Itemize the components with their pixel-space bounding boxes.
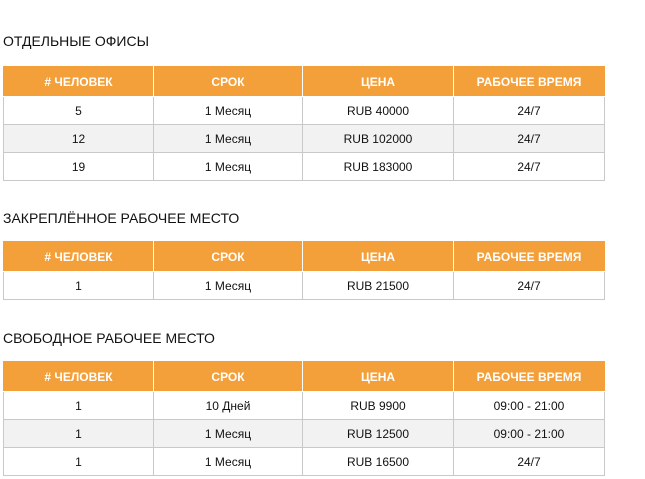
cell-price: RUB 9900: [303, 392, 454, 420]
table-header-row: [4, 362, 605, 392]
section-title-hot-desk: СВОБОДНОЕ РАБОЧЕЕ МЕСТО: [3, 330, 215, 346]
column-header-price: ЦЕНА: [303, 242, 454, 272]
column-header-term: СРОК: [154, 67, 303, 97]
column-header-people: # ЧЕЛОВЕК: [4, 67, 154, 97]
table-row: [4, 272, 605, 300]
table-header-row: [4, 67, 605, 97]
cell-hours: 24/7: [454, 97, 605, 125]
section-title-fixed-desk: ЗАКРЕПЛЁННОЕ РАБОЧЕЕ МЕСТО: [3, 210, 240, 226]
cell-term: 1 Месяц: [154, 97, 303, 125]
table-row: [4, 448, 605, 476]
column-header-term: СРОК: [154, 242, 303, 272]
cell-price: RUB 16500: [303, 448, 454, 476]
cell-price: RUB 12500: [303, 420, 454, 448]
cell-hours: 24/7: [454, 125, 605, 153]
column-header-price: ЦЕНА: [303, 67, 454, 97]
cell-term: 1 Месяц: [154, 448, 303, 476]
cell-term: 1 Месяц: [154, 420, 303, 448]
cell-term: 1 Месяц: [154, 272, 303, 300]
table-row: [4, 153, 605, 181]
cell-term: 1 Месяц: [154, 153, 303, 181]
pricing-table-private-offices: [3, 66, 605, 181]
table-header-row: [4, 242, 605, 272]
table-row: [4, 392, 605, 420]
cell-hours: 09:00 - 21:00: [454, 392, 605, 420]
column-header-people: # ЧЕЛОВЕК: [4, 362, 154, 392]
cell-price: RUB 102000: [303, 125, 454, 153]
pricing-table-hot-desk: [3, 361, 605, 476]
column-header-hours: РАБОЧЕЕ ВРЕМЯ: [454, 67, 605, 97]
pricing-table-fixed-desk: [3, 241, 605, 300]
column-header-term: СРОК: [154, 362, 303, 392]
cell-term: 1 Месяц: [154, 125, 303, 153]
cell-price: RUB 183000: [303, 153, 454, 181]
table-row: [4, 97, 605, 125]
cell-people: 19: [4, 153, 154, 181]
column-header-price: ЦЕНА: [303, 362, 454, 392]
table-row: [4, 420, 605, 448]
cell-people: 12: [4, 125, 154, 153]
cell-hours: 24/7: [454, 272, 605, 300]
column-header-people: # ЧЕЛОВЕК: [4, 242, 154, 272]
cell-people: 1: [4, 272, 154, 300]
column-header-hours: РАБОЧЕЕ ВРЕМЯ: [454, 242, 605, 272]
cell-hours: 09:00 - 21:00: [454, 420, 605, 448]
cell-hours: 24/7: [454, 153, 605, 181]
cell-people: 1: [4, 392, 154, 420]
column-header-hours: РАБОЧЕЕ ВРЕМЯ: [454, 362, 605, 392]
table-row: [4, 125, 605, 153]
cell-price: RUB 40000: [303, 97, 454, 125]
cell-people: 1: [4, 448, 154, 476]
cell-people: 5: [4, 97, 154, 125]
section-title-private-offices: ОТДЕЛЬНЫЕ ОФИСЫ: [3, 33, 150, 49]
cell-people: 1: [4, 420, 154, 448]
cell-term: 10 Дней: [154, 392, 303, 420]
cell-price: RUB 21500: [303, 272, 454, 300]
cell-hours: 24/7: [454, 448, 605, 476]
